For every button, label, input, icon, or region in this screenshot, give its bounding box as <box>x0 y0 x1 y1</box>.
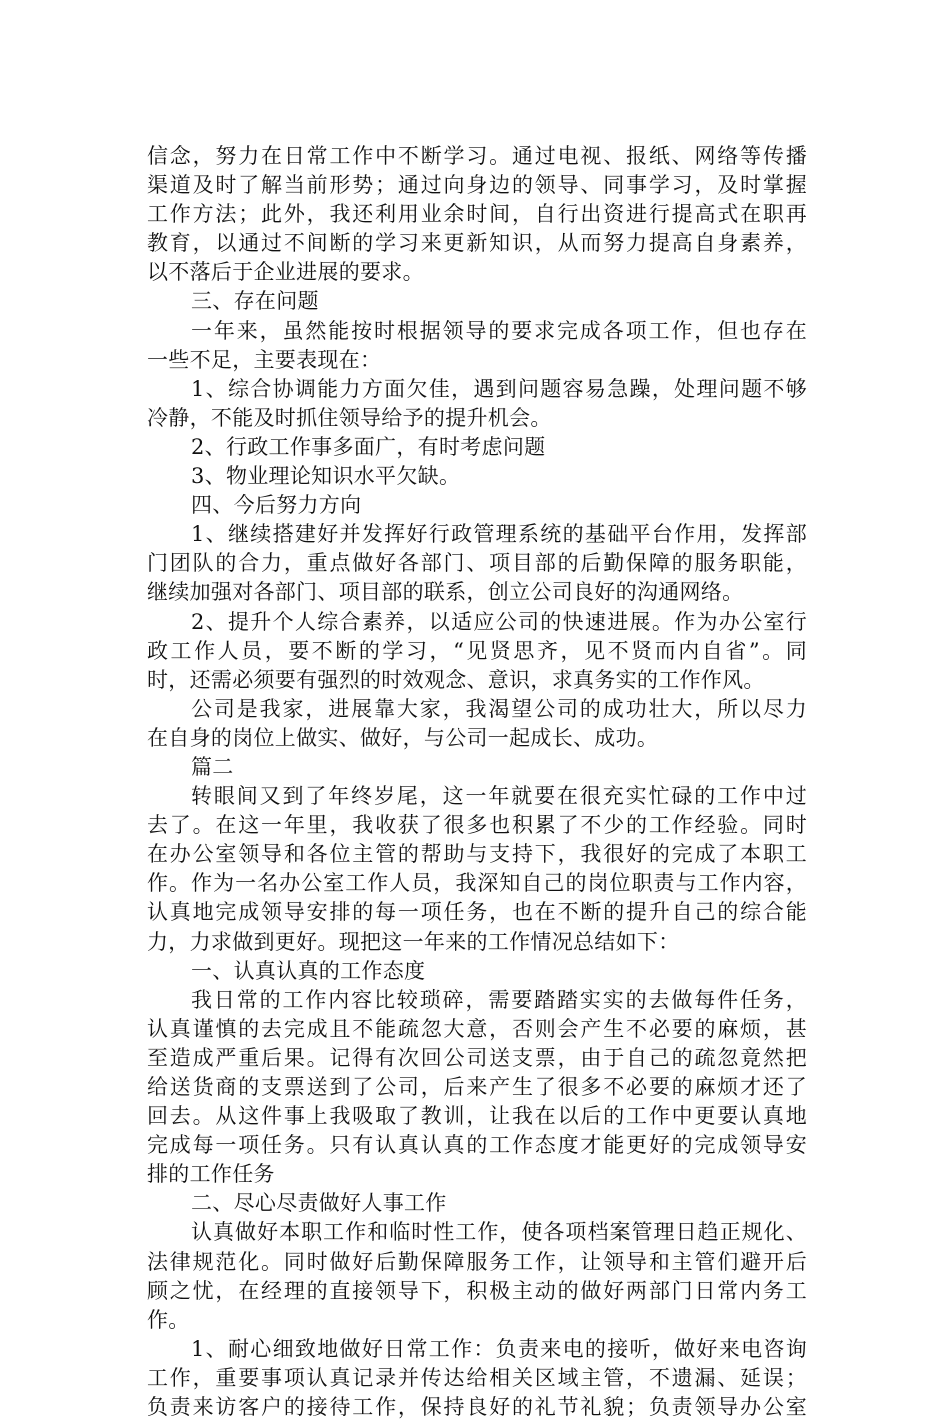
text-line: 完成每一项任务。只有认真认真的工作态度才能更好的完成领导安 <box>147 1133 807 1158</box>
text-line: 2、提升个人综合素养，以适应公司的快速进展。作为办公室行 <box>191 609 807 634</box>
text-line: 认真地完成领导安排的每一项任务，也在不断的提升自己的综合能 <box>147 900 807 925</box>
text-line: 转眼间又到了年终岁尾，这一年就要在很充实忙碌的工作中过 <box>191 784 807 809</box>
text-line: 时，还需必须要有强烈的时效观念、意识，求真务实的工作作风。 <box>147 667 765 692</box>
text-line: 冷静，不能及时抓住领导给予的提升机会。 <box>147 405 552 430</box>
text-line: 法律规范化。同时做好后勤保障服务工作，让领导和主管们避开后 <box>147 1249 807 1274</box>
text-line: 3、物业理论知识水平欠缺。 <box>191 464 461 489</box>
text-line: 工作方法；此外，我还利用业余时间，自行出资进行提高式在职再 <box>147 202 807 227</box>
text-line: 作。作为一名办公室工作人员，我深知自己的岗位职责与工作内容， <box>147 871 807 896</box>
text-line: 认真谨慎的去完成且不能疏忽大意，否则会产生不必要的麻烦，甚 <box>147 1016 807 1041</box>
text-line: 2、行政工作事多面广，有时考虑问题 <box>191 434 546 459</box>
text-line: 教育，以通过不间断的学习来更新知识，从而努力提高自身素养， <box>147 231 807 256</box>
text-line: 给送货商的支票送到了公司，后来产生了很多不必要的麻烦才还了 <box>147 1075 807 1099</box>
text-line: 去了。在这一年里，我收获了很多也积累了不少的工作经验。同时 <box>147 813 807 838</box>
text-line: 一年来，虽然能按时根据领导的要求完成各项工作，但也存在 <box>191 318 807 343</box>
text-line: 1、耐心细致地做好日常工作：负责来电的接听，做好来电咨询 <box>191 1336 807 1361</box>
text-line: 排的工作任务 <box>147 1162 275 1187</box>
section-heading: 三、存在问题 <box>191 289 319 314</box>
text-line: 继续加强对各部门、项目部的联系，创立公司良好的沟通网络。 <box>147 580 744 605</box>
text-line: 至造成严重后果。记得有次回公司送支票，由于自己的疏忽竟然把 <box>147 1045 807 1070</box>
section-heading: 一、认真认真的工作态度 <box>191 958 426 983</box>
text-line: 顾之忧，在经理的直接领导下，积极主动的做好两部门日常内务工 <box>147 1278 807 1303</box>
text-line: 在自身的岗位上做实、做好，与公司一起成长、成功。 <box>147 725 659 750</box>
text-line: 公司是我家，进展靠大家，我渴望公司的成功壮大，所以尽力 <box>191 696 807 721</box>
text-line: 工作，重要事项认真记录并传达给相关区域主管，不遗漏、延误； <box>147 1365 807 1390</box>
section-heading: 二、尽心尽责做好人事工作 <box>191 1191 447 1216</box>
section-heading: 篇二 <box>191 754 234 779</box>
text-line: 我日常的工作内容比较琐碎，需要踏踏实实的去做每件任务， <box>191 987 807 1012</box>
text-line: 作。 <box>147 1307 190 1332</box>
text-line: 渠道及时了解当前形势；通过向身边的领导、同事学习，及时掌握 <box>147 173 807 198</box>
text-line: 门团队的合力，重点做好各部门、项目部的后勤保障的服务职能， <box>147 551 807 576</box>
text-line: 回去。从这件事上我吸取了教训，让我在以后的工作中更要认真地 <box>147 1104 807 1129</box>
text-line: 以不落后于企业进展的要求。 <box>147 260 424 285</box>
text-line: 1、继续搭建好并发挥好行政管理系统的基础平台作用，发挥部 <box>191 522 807 547</box>
text-line: 在办公室领导和各位主管的帮助与支持下，我很好的完成了本职工 <box>147 842 807 867</box>
text-line: 信念，努力在日常工作中不断学习。通过电视、报纸、网络等传播 <box>147 144 807 168</box>
text-line: 政工作人员，要不断的学习，“见贤思齐，见不贤而内自省”。同 <box>147 638 807 663</box>
text-line: 负责来访客户的接待工作，保持良好的礼节礼貌；负责领导办公室 <box>147 1395 807 1420</box>
section-heading: 四、今后努力方向 <box>191 493 362 518</box>
text-line: 一些不足，主要表现在： <box>147 347 382 372</box>
text-line: 1、综合协调能力方面欠佳，遇到问题容易急躁，处理问题不够 <box>191 376 807 401</box>
document-body <box>147 142 807 1422</box>
text-line: 认真做好本职工作和临时性工作，使各项档案管理日趋正规化、 <box>191 1220 807 1245</box>
text-line: 力，力求做到更好。现把这一年来的工作情况总结如下： <box>147 929 680 954</box>
